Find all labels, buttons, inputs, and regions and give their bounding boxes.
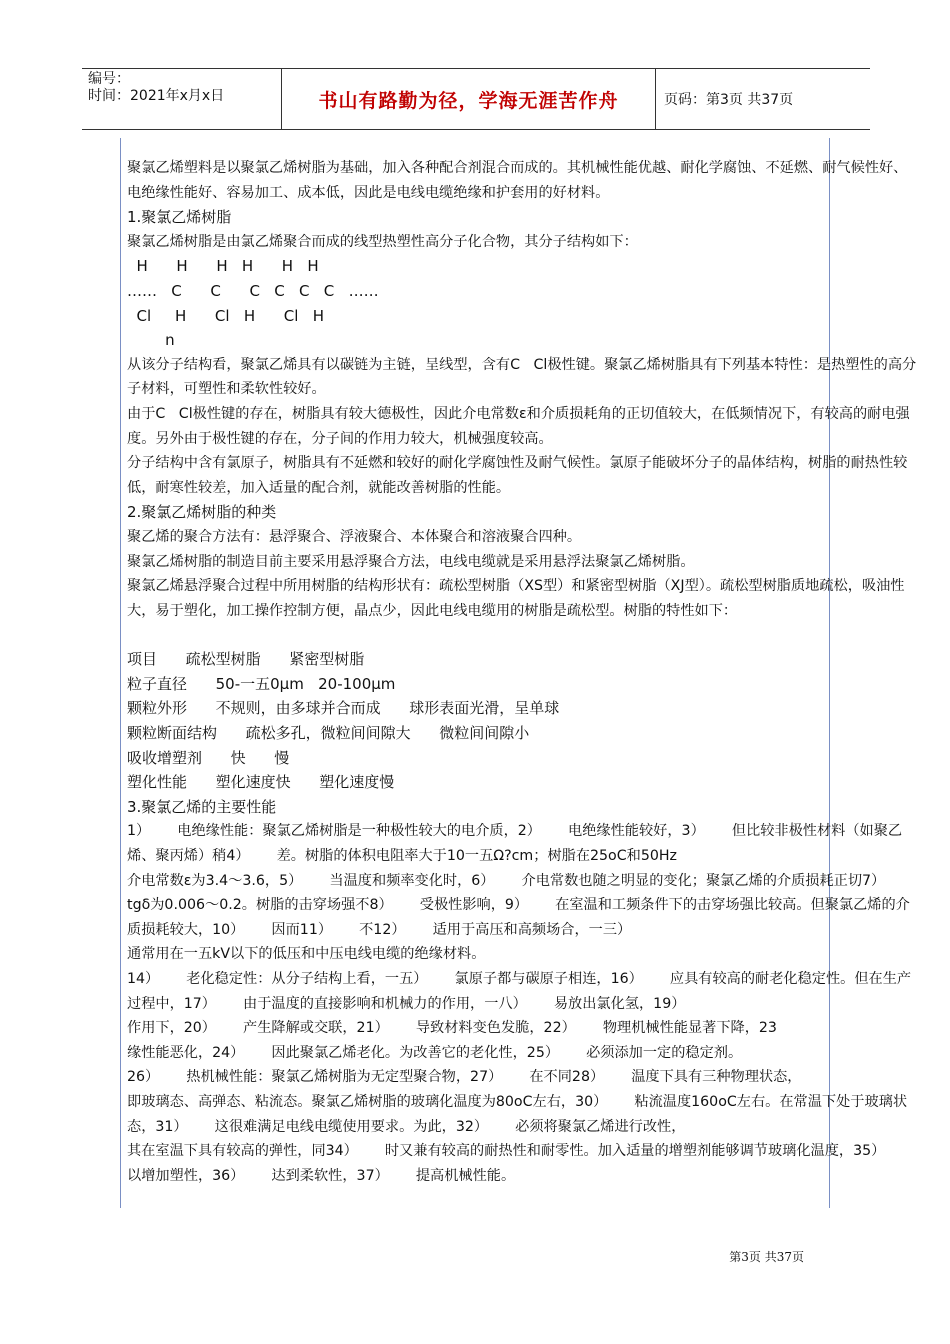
paragraph: 聚乙烯的聚合方法有：悬浮聚合、浮液聚合、本体聚合和溶液聚合四种。	[127, 528, 582, 545]
paragraph: 作用下，20） 产生降解或交联，21） 导致材料变色发脆，22） 物理机械性能显著下降，23	[127, 1020, 777, 1037]
paragraph: 聚氯乙烯悬浮聚合过程中所用树脂的结构形状有：疏松型树脂（XS型）和紧密型树脂（XJ型）。疏松型树脂质地疏松，吸油性大，易于塑化，加工操作控制方便，晶点少，因此电线电缆用的树脂是疏松型。树脂的特性如下：	[127, 578, 905, 619]
table-row: 项目 疏松型树脂 紧密型树脂	[127, 650, 365, 669]
motto: 书山有路勤为径，学海无涯苦作舟	[318, 89, 619, 112]
paragraph: 聚氯乙烯树脂是由氯乙烯聚合而成的线型热塑性高分子化合物，其分子结构如下：	[127, 233, 638, 250]
paragraph: 26） 热机械性能：聚氯乙烯树脂为无定型聚合物，27） 在不同28） 温度下具有三种物理状态，	[127, 1069, 802, 1086]
paragraph: 即玻璃态、高弹态、粘流态。聚氯乙烯树脂的玻璃化温度为80oC左右，30） 粘流温度160oC左右。在常温下处于玻璃状态，31） 这很难满足电线电缆使用要求。为此，32） 必须将聚氯乙烯进行改性，	[127, 1093, 908, 1135]
section-heading: 1.聚氯乙烯树脂	[127, 208, 232, 227]
formula-line: Cl H Cl H Cl H	[127, 306, 324, 325]
code-label: 编号：	[88, 71, 130, 87]
paragraph: 从该分子结构看，聚氯乙烯具有以碳链为主链，呈线型，含有C Cl极性键。聚氯乙烯树脂具有下列基本特性：是热塑性的高分子材料，可塑性和柔软性较好。	[127, 356, 917, 398]
page-info: 页码：第3页 共37页	[664, 92, 794, 108]
paragraph: 聚氯乙烯树脂的制造目前主要采用悬浮聚合方法，电线电缆就是采用悬浮法聚氯乙烯树脂。	[127, 553, 695, 570]
header-page-cell	[656, 69, 870, 129]
spacer	[127, 623, 917, 647]
paragraph: 1） 电绝缘性能：聚氯乙烯树脂是一种极性较大的电介质，2） 电绝缘性能较好，3） 但比较非极性材料（如聚乙烯、聚丙烯）稍4） 差。树脂的体积电阻率大于10一五Ω?cm；树脂在25oC和50Hz	[127, 823, 903, 865]
table-row: 粒子直径 50-一五0μm 20-100μm	[127, 674, 396, 693]
section-heading: 2.聚氯乙烯树脂的种类	[127, 503, 277, 522]
table-row: 颗粒外形 不规则，由多球并合而成 球形表面光滑，呈单球	[127, 699, 560, 718]
table-row: 塑化性能 塑化速度快 塑化速度慢	[127, 773, 395, 792]
paragraph: 其在室温下具有较高的弹性，同34） 时又兼有较高的耐热性和耐零性。加入适量的增塑剂能够调节玻璃化温度，35） 以增加塑性，36） 达到柔软性，37） 提高机械性能。	[127, 1143, 913, 1184]
section-heading: 3.聚氯乙烯的主要性能	[127, 797, 277, 816]
paragraph: 通常用在一五kV以下的低压和中压电线电缆的绝缘材料。	[127, 946, 486, 963]
footer-page-number: 第3页 共37页	[729, 1250, 804, 1264]
paragraph: 由于C Cl极性键的存在，树脂具有较大德极性，因此介电常数ε和介质损耗角的正切值较大，在低频情况下，有较高的耐电强度。另外由于极性键的存在，分子间的作用力较大，机械强度较高。	[127, 405, 910, 447]
paragraph: 介电常数ε为3.4～3.6，5） 当温度和频率变化时，6） 介电常数也随之明显的变化；聚氯乙烯的介质损耗正切7） tgδ为0.006～0.2。树脂的击穿场强不8） 受极性影响，9） 在室温和工频条件下的击穿场强比较高。但聚氯乙烯的介质损耗较大，10） 因而11） 不12） 适用于高压和高频场合，一三）	[127, 872, 913, 938]
page-header	[82, 68, 870, 130]
table-row: 颗粒断面结构 疏松多孔，微粒间间隙大 微粒间间隙小	[127, 724, 530, 743]
time-label: 时间：2021年x月x日	[88, 88, 225, 104]
formula-line: n	[127, 331, 175, 350]
paragraph: 聚氯乙烯塑料是以聚氯乙烯树脂为基础，加入各种配合剂混合而成的。其机械性能优越、耐化学腐蚀、不延燃、耐气候性好、电绝缘性能好、容易加工、成本低，因此是电线电缆绝缘和护套用的好材料。	[127, 160, 908, 201]
paragraph: 14） 老化稳定性：从分子结构上看，一五） 氯原子都与碳原子相连，16） 应具有较高的耐老化稳定性。但在生产过程中，17） 由于温度的直接影响和机械力的作用，一八） 易放出氯化氢，19）	[127, 971, 912, 1012]
document-body	[127, 156, 917, 1188]
header-meta	[82, 69, 282, 129]
paragraph: 分子结构中含有氯原子，树脂具有不延燃和较好的耐化学腐蚀性及耐气候性。氯原子能破坏分子的晶体结构，树脂的耐热性较低，耐寒性较差，加入适量的配合剂，就能改善树脂的性能。	[127, 455, 908, 496]
paragraph: 缘性能恶化，24） 因此聚氯乙烯老化。为改善它的老化性，25） 必须添加一定的稳定剂。	[127, 1044, 743, 1061]
header-motto-cell	[282, 69, 656, 129]
table-row: 吸收增塑剂 快 慢	[127, 748, 290, 767]
formula-line: H H H H H H	[127, 257, 319, 276]
formula-line: …… C C C C C C ……	[127, 281, 379, 300]
margin-line-left	[120, 138, 121, 1208]
page-footer	[729, 1248, 804, 1265]
